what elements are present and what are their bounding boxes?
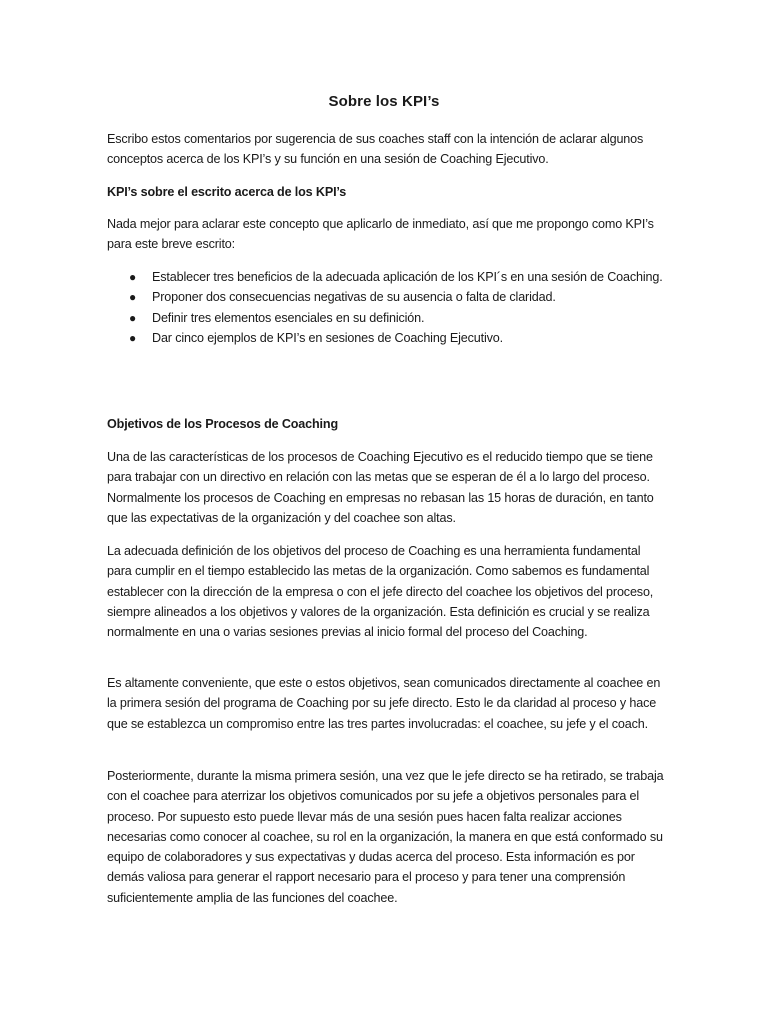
body-paragraph-4: Posteriormente, durante la misma primera sesión, una vez que le jefe directo se ha retirado, se trabaja con el coachee para aterrizar los objetivos comunicados por su jefe a objetivos personales para el proceso. Por supuesto esto puede llevar más de una sesión pues hacen falta realizar acciones necesarias como conocer al coachee, su rol en la organización, la manera en que está conformado su equipo de colaboradores y sus expectativas y dudas acerca del proceso. Esta información es por demás valiosa para generar el rapport necesario para el proceso y para tener una comprensión suficientemente amplia de las funciones del coachee.: [107, 769, 664, 905]
list-item: [107, 287, 667, 307]
body-paragraph-1: Una de las características de los procesos de Coaching Ejecutivo es el reducido tiempo que se tiene para trabajar con un directivo en relación con las metas que se esperan de él a lo largo del proceso. Normalmente los procesos de Coaching en empresas no rebasan las 15 horas de duración, en tanto que las expectativas de la organización y del coachee son altas.: [107, 450, 654, 525]
list-item-text: Definir tres elementos esenciales en su definición.: [152, 310, 425, 325]
document-title: Sobre los KPI’s: [328, 93, 440, 110]
list-item-text: Proponer dos consecuencias negativas de su ausencia o falta de claridad.: [152, 290, 556, 305]
bullet-list: [107, 267, 667, 348]
section-heading-objetivos: Objetivos de los Procesos de Coaching: [107, 417, 338, 431]
bullet-icon: ●: [129, 310, 137, 325]
body-paragraph-3: Es altamente conveniente, que este o estos objetivos, sean comunicados directamente al coachee en la primera sesión del programa de Coaching por su jefe directo. Esto le da claridad al proceso y hace que se establezca un compromiso entre las tres partes involucradas: el coachee, su jefe y el coach.: [107, 676, 661, 731]
list-item: [107, 308, 667, 328]
section1-paragraph: Nada mejor para aclarar este concepto que aplicarlo de inmediato, así que me propongo como KPI’s para este breve escrito:: [107, 217, 654, 252]
section-heading-kpis: KPI’s sobre el escrito acerca de los KPI’s: [107, 185, 347, 199]
list-item-text: Establecer tres beneficios de la adecuada aplicación de los KPI´s en una sesión de Coaching.: [152, 270, 663, 284]
list-item-text: Dar cinco ejemplos de KPI’s en sesiones de Coaching Ejecutivo.: [152, 330, 503, 345]
body-paragraph-2: La adecuada definición de los objetivos del proceso de Coaching es una herramienta fundamental para cumplir en el tiempo establecido las metas de la organización. Como sabemos es fundamental establecer con la dirección de la empresa o con el jefe directo del coachee los objetivos del proceso, siempre alineados a los objetivos y valores de la organización. Esta definición es crucial y se realiza normalmente en una o varias sesiones previas al inicio formal del proceso del Coaching.: [107, 544, 654, 640]
bullet-icon: ●: [129, 270, 137, 284]
list-item: [107, 267, 667, 287]
bullet-icon: ●: [129, 330, 137, 345]
intro-paragraph: Escribo estos comentarios por sugerencia de sus coaches staff con la intención de aclarar algunos conceptos acerca de los KPI’s y su función en una sesión de Coaching Ejecutivo.: [107, 132, 644, 167]
list-item: [107, 328, 667, 348]
bullet-icon: ●: [129, 290, 137, 305]
